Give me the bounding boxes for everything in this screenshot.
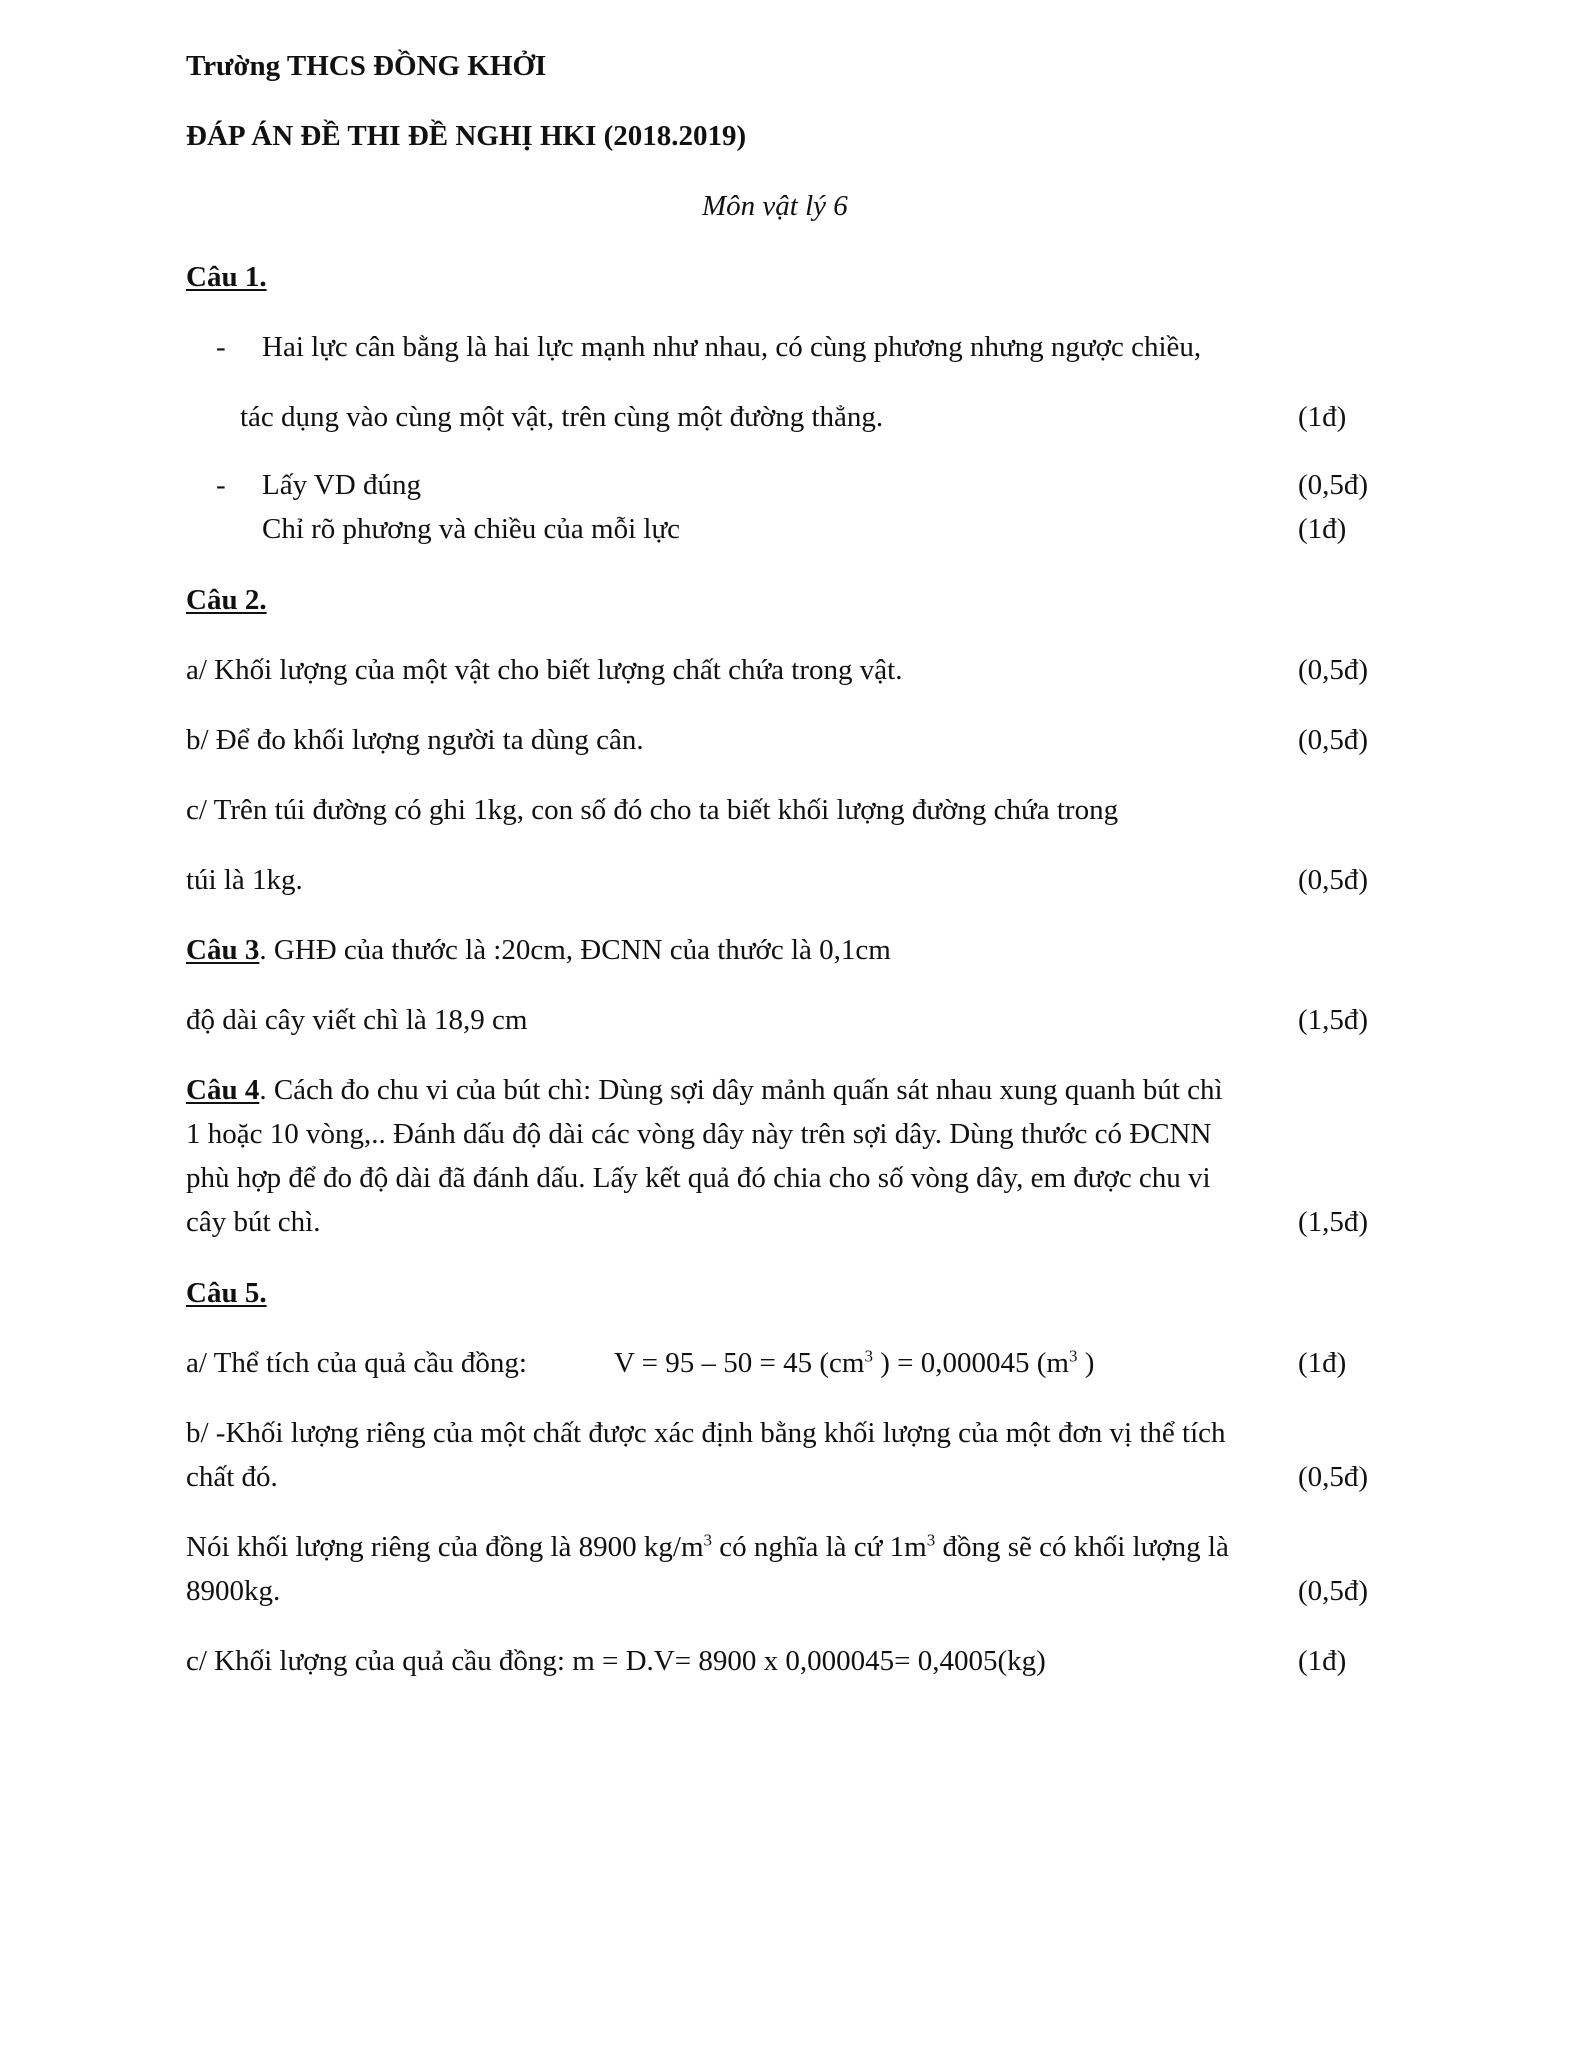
q2-heading: Câu 2. xyxy=(186,584,267,616)
q1-direction-line: Chỉ rõ phương và chiều của mỗi lực xyxy=(262,513,681,545)
q1-direction-points: (1đ) xyxy=(1298,513,1347,545)
q5-part-a-points: (1đ) xyxy=(1298,1347,1347,1379)
q5-density-points: (0,5đ) xyxy=(1298,1575,1369,1607)
q1-answer-line1: Hai lực cân bằng là hai lực mạnh như nhau, có cùng phương nhưng ngược chiều, xyxy=(262,331,1202,363)
q1-answer-line2: tác dụng vào cùng một vật, trên cùng một đường thẳng. xyxy=(240,401,884,433)
q4-points: (1,5đ) xyxy=(1298,1206,1369,1238)
q1-heading: Câu 1. xyxy=(186,261,267,293)
q5-density-line2: 8900kg. xyxy=(186,1575,281,1607)
q5-heading: Câu 5. xyxy=(186,1277,267,1309)
q2-part-a-points: (0,5đ) xyxy=(1298,654,1369,686)
q2-part-a: a/ Khối lượng của một vật cho biết lượng chất chứa trong vật. xyxy=(186,654,903,686)
q3-heading: Câu 3 xyxy=(186,934,260,966)
q1-answer-points: (1đ) xyxy=(1298,401,1347,433)
q1-example-points: (0,5đ) xyxy=(1298,469,1369,501)
q1-bullet-dash-2: - xyxy=(216,469,226,501)
q5-part-c-text: c/ Khối lượng của quả cầu đồng: m = D.V= 8900 x 0,000045= 0,4005(kg) xyxy=(186,1645,1046,1677)
q1-example-line: Lấy VD đúng xyxy=(262,469,421,501)
subject-line: Môn vật lý 6 xyxy=(702,190,848,222)
q5-part-c-points: (1đ) xyxy=(1298,1645,1347,1677)
q4-text: . Cách đo chu vi của bút chì: Dùng sợi dây mảnh quấn sát nhau xung quanh bút chì xyxy=(259,1074,1223,1106)
q2-part-c-points: (0,5đ) xyxy=(1298,864,1369,896)
document-title: ĐÁP ÁN ĐỀ THI ĐỀ NGHỊ HKI (2018.2019) xyxy=(186,120,747,152)
q3-line1 xyxy=(186,932,891,968)
q2-part-c-line1: c/ Trên túi đường có ghi 1kg, con số đó cho ta biết khối lượng đường chứa trong xyxy=(186,794,1119,826)
q4-heading: Câu 4 xyxy=(186,1074,260,1106)
q3-line2: độ dài cây viết chì là 18,9 cm xyxy=(186,1004,528,1036)
q2-part-b: b/ Để đo khối lượng người ta dùng cân. xyxy=(186,724,644,756)
q3-text: . GHĐ của thước là :20cm, ĐCNN của thước là 0,1cm xyxy=(259,934,891,966)
q1-bullet-dash: - xyxy=(216,331,226,363)
q2-part-c-line2: túi là 1kg. xyxy=(186,864,303,896)
q5-part-a-text: a/ Thể tích của quả cầu đồng: xyxy=(186,1347,527,1379)
q4-line2: 1 hoặc 10 vòng,.. Đánh dấu độ dài các vòng dây này trên sợi dây. Dùng thước có ĐCNN xyxy=(186,1118,1212,1150)
q5-density-line1: Nói khối lượng riêng của đồng là 8900 $kg/m^3$ có nghĩa là cứ $1m^3$ đồng sẽ có khối lượng là xyxy=(186,1530,1229,1563)
q5-part-b-points: (0,5đ) xyxy=(1298,1461,1369,1493)
q5-part-b-line1: b/ -Khối lượng riêng của một chất được xác định bằng khối lượng của một đơn vị thể tích xyxy=(186,1417,1226,1449)
q2-part-b-points: (0,5đ) xyxy=(1298,724,1369,756)
school-name: Trường THCS ĐỒNG KHỞI xyxy=(186,50,547,82)
q5-part-b-line2: chất đó. xyxy=(186,1461,278,1493)
q5-part-a-formula: V = 95 – 50 = 45 ($cm^3$ ) = 0,000045 ($m^3$ ) xyxy=(614,1346,1095,1379)
q4-line4: cây bút chì. xyxy=(186,1206,321,1238)
q4-line1 xyxy=(186,1072,1223,1108)
q4-line3: phù hợp để đo độ dài đã đánh dấu. Lấy kết quả đó chia cho số vòng dây, em được chu vi xyxy=(186,1162,1211,1194)
q3-points: (1,5đ) xyxy=(1298,1004,1369,1036)
